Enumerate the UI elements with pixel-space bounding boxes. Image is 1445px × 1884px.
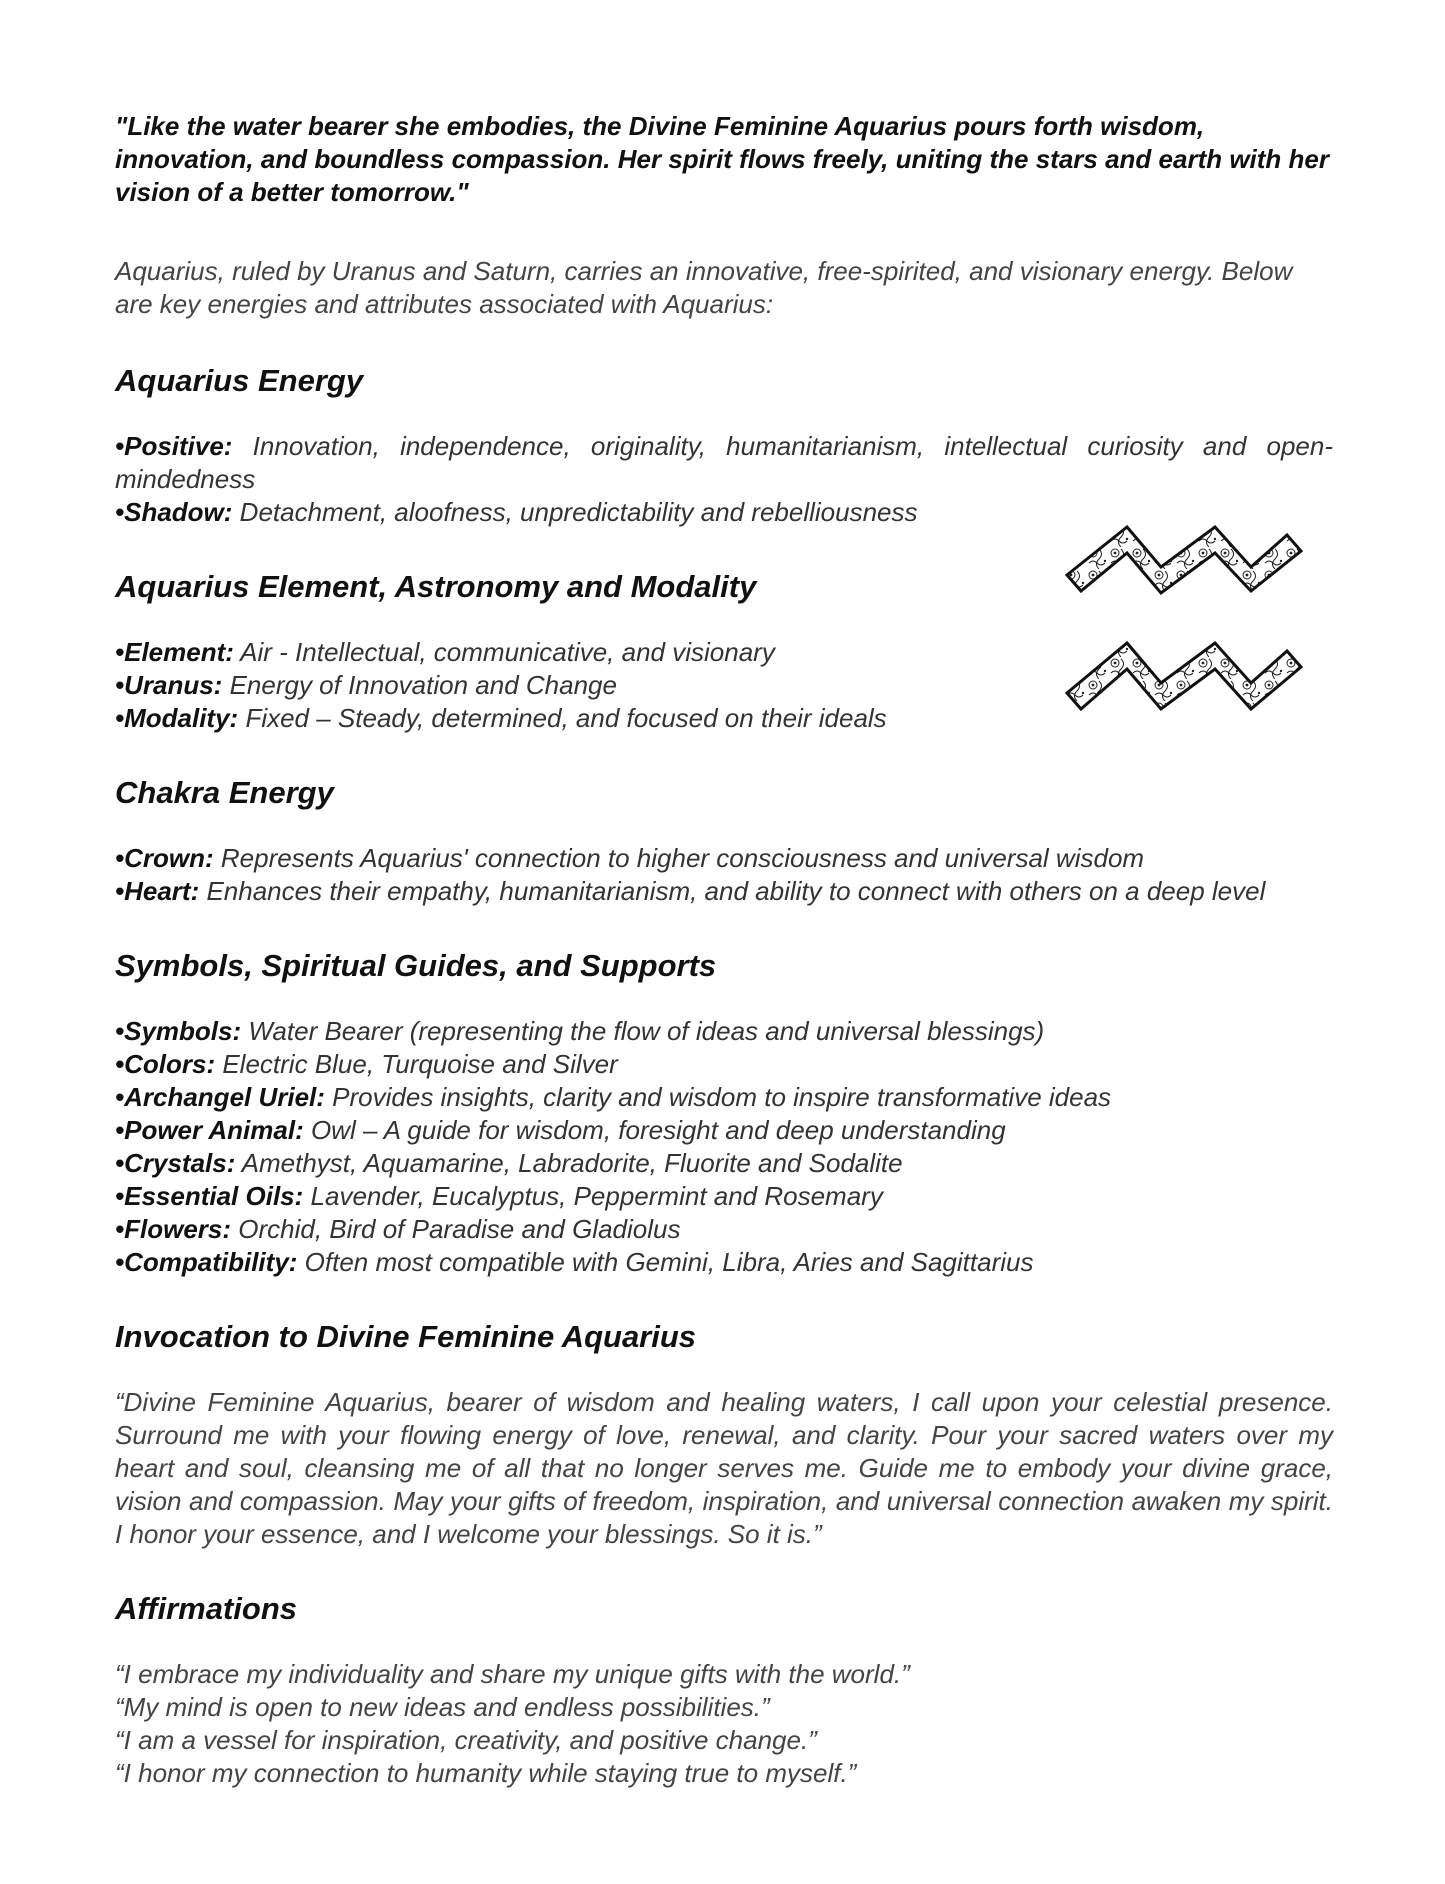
- item-key: •Flowers:: [115, 1214, 232, 1244]
- affirmation-line: “I am a vessel for inspiration, creativity, and positive change.”: [115, 1725, 817, 1755]
- item-text: Provides insights, clarity and wisdom to inspire transformative ideas: [324, 1082, 1112, 1112]
- list-item: [115, 1180, 1333, 1213]
- list-item: [115, 1114, 1333, 1147]
- section-title: Aquarius Energy: [115, 363, 364, 398]
- section-title: Symbols, Spiritual Guides, and Supports: [115, 948, 717, 983]
- attribute-list: [115, 1015, 1333, 1279]
- affirmation-list: [115, 1658, 1333, 1790]
- item-text: Lavender, Eucalyptus, Peppermint and Rosemary: [303, 1181, 883, 1211]
- item-key: •Crystals:: [115, 1148, 236, 1178]
- item-key: •Compatibility:: [115, 1247, 298, 1277]
- item-text: Amethyst, Aquamarine, Labradorite, Fluorite and Sodalite: [235, 1148, 903, 1178]
- item-key: •Heart:: [115, 876, 200, 906]
- item-key: •Modality:: [115, 703, 239, 733]
- item-key: •Essential Oils:: [115, 1181, 304, 1211]
- item-key: •Element:: [115, 637, 234, 667]
- item-text: Detachment, aloofness, unpredictability and rebelliousness: [232, 497, 918, 527]
- section-invocation: [115, 1319, 1333, 1551]
- section-title: Affirmations: [115, 1591, 298, 1626]
- intro-paragraph: Aquarius, ruled by Uranus and Saturn, carries an innovative, free-spirited, and visionary energy. Below are key energies and attributes associated with Aquarius:: [115, 256, 1293, 319]
- attribute-list: [115, 430, 1333, 529]
- attribute-list: [115, 842, 1333, 908]
- item-key: •Shadow:: [115, 497, 233, 527]
- list-item: [115, 1147, 1333, 1180]
- item-key: •Uranus:: [115, 670, 223, 700]
- list-item: [115, 842, 1333, 875]
- affirmation-line: “My mind is open to new ideas and endless possibilities.”: [115, 1692, 770, 1722]
- item-key: •Crown:: [115, 843, 214, 873]
- list-item: [115, 430, 1333, 496]
- list-item: [115, 1213, 1333, 1246]
- item-key: •Archangel Uriel:: [115, 1082, 325, 1112]
- item-key: •Colors:: [115, 1049, 216, 1079]
- aquarius-glyph-icon: [1065, 525, 1305, 717]
- list-item: [115, 875, 1333, 908]
- section-title: Chakra Energy: [115, 775, 334, 810]
- item-text: Innovation, independence, originality, humanitarianism, intellectual curiosity and open-mindedness: [115, 431, 1333, 494]
- item-key: •Positive:: [115, 431, 233, 461]
- item-text: Often most compatible with Gemini, Libra, Aries and Sagittarius: [297, 1247, 1034, 1277]
- list-item: [115, 1048, 1333, 1081]
- invocation-text: “Divine Feminine Aquarius, bearer of wisdom and healing waters, I call upon your celestial presence. Surround me with your flowing energy of love, renewal, and clarity. Pour your sacred waters over my heart and soul, cleansing me of all that no longer serves me. Guide me to embody your divine grace, vision and compassion. May your gifts of freedom, inspiration, and universal connection awaken my spirit. I honor your essence, and I welcome your blessings. So it is.”: [115, 1387, 1333, 1549]
- section-chakra: [115, 775, 1333, 908]
- list-item: [115, 1246, 1333, 1279]
- item-text: Enhances their empathy, humanitarianism, and ability to connect with others on a deep level: [199, 876, 1266, 906]
- document-page: [115, 110, 1333, 1790]
- section-title: Invocation to Divine Feminine Aquarius: [115, 1319, 697, 1354]
- item-text: Electric Blue, Turquoise and Silver: [215, 1049, 618, 1079]
- list-item: [115, 1015, 1333, 1048]
- item-text: Energy of Innovation and Change: [222, 670, 617, 700]
- list-item: [115, 1081, 1333, 1114]
- affirmation-line: “I embrace my individuality and share my unique gifts with the world.”: [115, 1659, 910, 1689]
- section-title: Aquarius Element, Astronomy and Modality: [115, 569, 757, 604]
- affirmation-line: “I honor my connection to humanity while staying true to myself.”: [115, 1758, 857, 1788]
- item-text: Represents Aquarius' connection to higher consciousness and universal wisdom: [213, 843, 1145, 873]
- item-text: Orchid, Bird of Paradise and Gladiolus: [231, 1214, 681, 1244]
- section-symbols: [115, 948, 1333, 1279]
- item-text: Water Bearer (representing the flow of ideas and universal blessings): [241, 1016, 1045, 1046]
- section-affirmations: [115, 1591, 1333, 1790]
- item-key: •Power Animal:: [115, 1115, 304, 1145]
- item-text: Fixed – Steady, determined, and focused on their ideals: [238, 703, 887, 733]
- opening-quote: "Like the water bearer she embodies, the Divine Feminine Aquarius pours forth wisdom, innovation, and boundless compassion. Her spirit flows freely, uniting the stars and earth with her vision of a better tomorrow.": [115, 111, 1330, 207]
- item-text: Air - Intellectual, communicative, and visionary: [233, 637, 775, 667]
- item-key: •Symbols:: [115, 1016, 242, 1046]
- section-energy: [115, 363, 1333, 529]
- item-text: Owl – A guide for wisdom, foresight and deep understanding: [303, 1115, 1006, 1145]
